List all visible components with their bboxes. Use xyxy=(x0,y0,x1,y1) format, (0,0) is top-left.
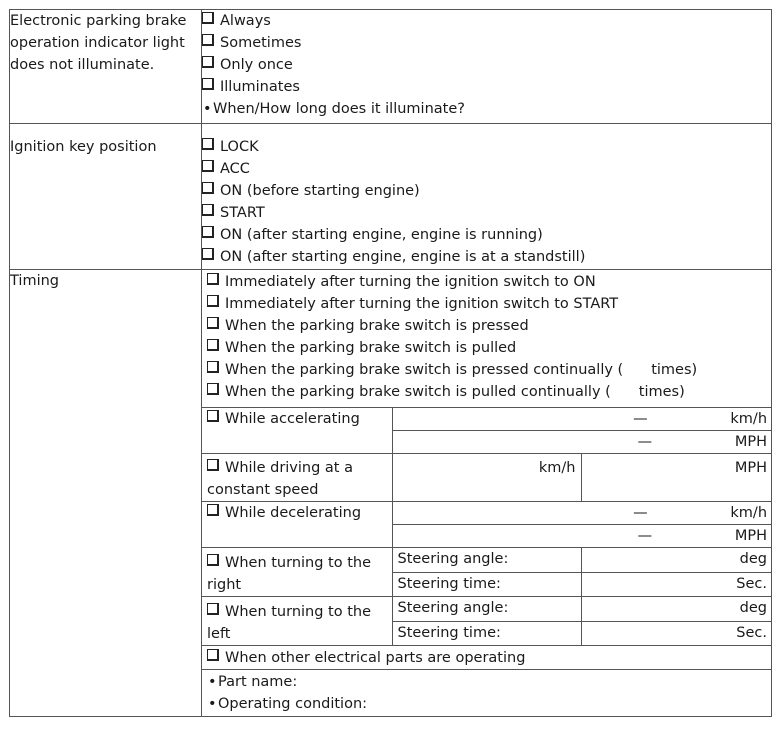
turn-left-time-label: Steering time: xyxy=(392,621,581,646)
checkbox-icon[interactable] xyxy=(202,34,214,46)
constant-mph-field[interactable]: MPH xyxy=(581,454,772,502)
bullet-icon: • xyxy=(203,101,212,117)
part-details-row xyxy=(202,670,772,717)
checkbox-icon[interactable] xyxy=(207,317,219,329)
option-pulled-continually[interactable]: When the parking brake switch is pulled continually ( times) xyxy=(202,381,771,403)
checkbox-icon[interactable] xyxy=(202,78,214,90)
option-only-once[interactable]: Only once xyxy=(202,54,771,76)
accelerating-row-kmh xyxy=(202,408,772,431)
bullet-when-how-long: •When/How long does it illuminate? xyxy=(202,98,771,120)
turn-left-angle-row xyxy=(202,597,772,622)
constant-speed-row xyxy=(202,454,772,502)
checkbox-icon[interactable] xyxy=(207,339,219,351)
worksheet-table xyxy=(9,9,772,717)
row-options xyxy=(202,124,772,270)
constant-kmh-field[interactable]: km/h xyxy=(392,454,581,502)
turn-left-time-field[interactable]: Sec. xyxy=(581,621,772,646)
row-options xyxy=(202,270,772,717)
option-sometimes[interactable]: Sometimes xyxy=(202,32,771,54)
option-switch-pulled[interactable]: When the parking brake switch is pulled xyxy=(202,337,771,359)
driving-conditions-table xyxy=(202,407,772,716)
option-after-on[interactable]: Immediately after turning the ignition switch to ON xyxy=(202,271,771,293)
checkbox-icon[interactable] xyxy=(202,204,214,216)
checkbox-icon[interactable] xyxy=(202,248,214,260)
turn-left-angle-label: Steering angle: xyxy=(392,597,581,622)
turn-left-angle-field[interactable]: deg xyxy=(581,597,772,622)
checkbox-icon[interactable] xyxy=(202,56,214,68)
turn-right-angle-row xyxy=(202,548,772,573)
turn-right-time-field[interactable]: Sec. xyxy=(581,572,772,597)
turn-right-angle-label: Steering angle: xyxy=(392,548,581,573)
option-accelerating[interactable]: While accelerating xyxy=(202,408,392,454)
bullet-icon: • xyxy=(208,696,217,712)
row-label: Electronic parking brake operation indicator light does not illuminate. xyxy=(10,10,202,124)
option-pressed-continually[interactable]: When the parking brake switch is pressed continually ( times) xyxy=(202,359,771,381)
option-turn-right[interactable]: When turning to the right xyxy=(202,548,392,597)
row-ignition-key xyxy=(10,124,772,270)
option-always[interactable]: Always xyxy=(202,10,771,32)
bullet-icon: • xyxy=(208,674,217,690)
checkbox-icon[interactable] xyxy=(207,554,219,566)
option-on-before[interactable]: ON (before starting engine) xyxy=(202,180,771,202)
option-lock[interactable]: LOCK xyxy=(202,136,771,158)
checkbox-icon[interactable] xyxy=(207,273,219,285)
option-decelerating[interactable]: While decelerating xyxy=(202,502,392,548)
accelerating-mph-field[interactable]: — MPH xyxy=(392,431,772,454)
option-turn-left[interactable]: When turning to the left xyxy=(202,597,392,646)
turn-right-angle-field[interactable]: deg xyxy=(581,548,772,573)
checkbox-icon[interactable] xyxy=(202,226,214,238)
checkbox-icon[interactable] xyxy=(207,649,219,661)
decelerating-mph-field[interactable]: — MPH xyxy=(392,525,772,548)
option-acc[interactable]: ACC xyxy=(202,158,771,180)
row-indicator-light xyxy=(10,10,772,124)
checkbox-icon[interactable] xyxy=(202,160,214,172)
checkbox-icon[interactable] xyxy=(207,410,219,422)
checkbox-icon[interactable] xyxy=(202,12,214,24)
checkbox-icon[interactable] xyxy=(207,459,219,471)
checkbox-icon[interactable] xyxy=(207,361,219,373)
decelerating-row-kmh xyxy=(202,502,772,525)
option-after-start[interactable]: Immediately after turning the ignition switch to START xyxy=(202,293,771,315)
option-on-running[interactable]: ON (after starting engine, engine is running) xyxy=(202,224,771,246)
operating-condition-line[interactable]: •Operating condition: xyxy=(207,693,767,715)
other-parts-row xyxy=(202,646,772,670)
checkbox-icon[interactable] xyxy=(202,182,214,194)
decelerating-kmh-field[interactable]: — km/h xyxy=(392,502,772,525)
row-label: Ignition key position xyxy=(10,124,202,270)
checkbox-icon[interactable] xyxy=(207,383,219,395)
row-label: Timing xyxy=(10,270,202,717)
option-start[interactable]: START xyxy=(202,202,771,224)
option-other-parts[interactable]: When other electrical parts are operating xyxy=(202,646,772,670)
turn-right-time-label: Steering time: xyxy=(392,572,581,597)
checkbox-icon[interactable] xyxy=(207,504,219,516)
checkbox-icon[interactable] xyxy=(202,138,214,150)
row-timing xyxy=(10,270,772,717)
option-switch-pressed[interactable]: When the parking brake switch is pressed xyxy=(202,315,771,337)
option-illuminates[interactable]: Illuminates xyxy=(202,76,771,98)
part-details xyxy=(202,670,772,717)
accelerating-kmh-field[interactable]: — km/h xyxy=(392,408,772,431)
part-name-line[interactable]: •Part name: xyxy=(207,671,767,693)
option-constant-speed[interactable]: While driving at a constant speed xyxy=(202,454,392,502)
row-options xyxy=(202,10,772,124)
option-on-standstill[interactable]: ON (after starting engine, engine is at a standstill) xyxy=(202,246,771,268)
checkbox-icon[interactable] xyxy=(207,603,219,615)
checkbox-icon[interactable] xyxy=(207,295,219,307)
